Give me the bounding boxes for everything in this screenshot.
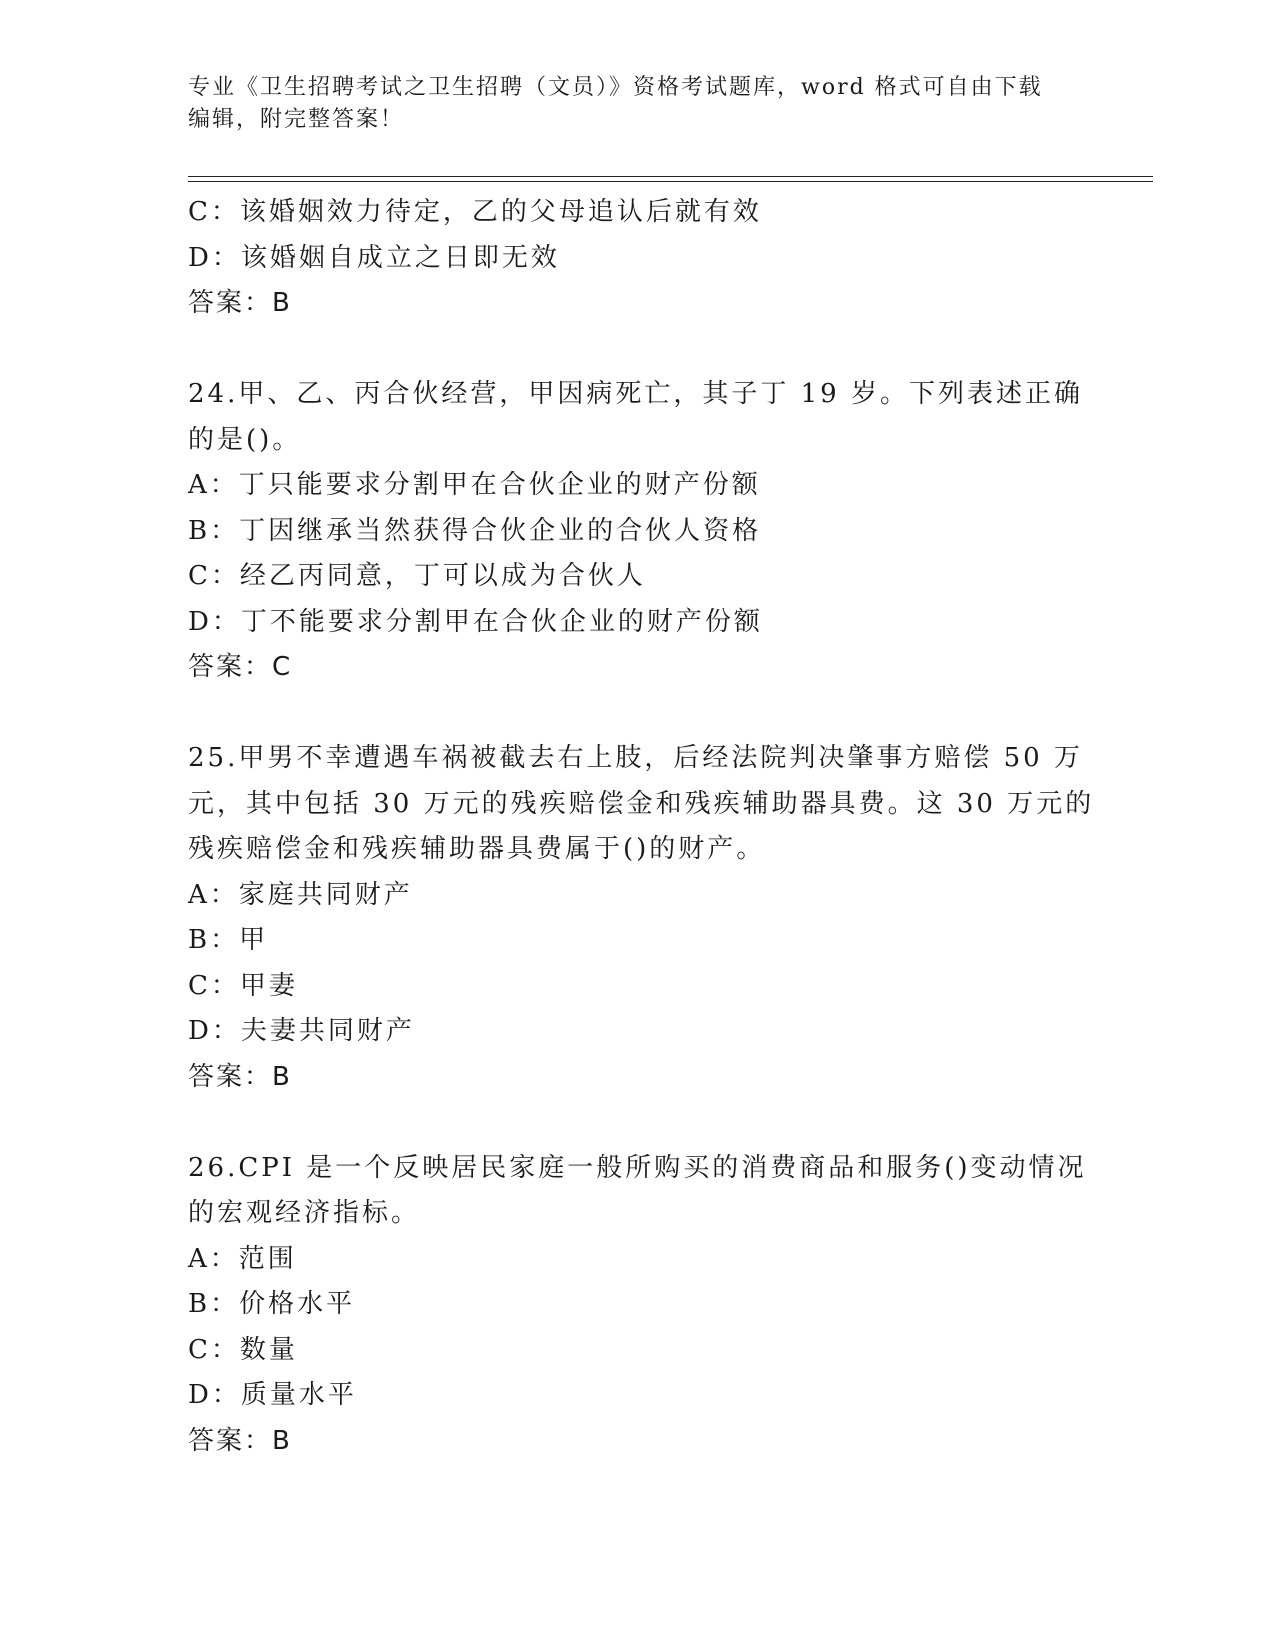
spacer [188, 327, 1068, 373]
question-23-tail [188, 190, 1068, 327]
question-text-line: 元，其中包括 30 万元的残疾赔偿金和残疾辅助器具费。这 30 万元的 [188, 788, 1095, 819]
document-header [188, 72, 1068, 136]
question-26 [188, 1146, 1087, 1465]
answer-line: 答案：B [188, 288, 292, 318]
question-text-line: 的是()。 [188, 424, 302, 455]
option-d: D：质量水平 [188, 1380, 357, 1410]
question-text-line: 的宏观经济指标。 [188, 1198, 421, 1228]
question-text-line: 25.甲男不幸遭遇车祸被截去右上肢，后经法院判决肇事方赔偿 50 万 [188, 743, 1083, 773]
option-d: D：丁不能要求分割甲在合伙企业的财产份额 [188, 606, 763, 637]
option-b: B：价格水平 [188, 1289, 356, 1319]
option-b: B：丁因继承当然获得合伙企业的合伙人资格 [188, 515, 762, 546]
option-a: A：丁只能要求分割甲在合伙企业的财产份额 [188, 470, 761, 500]
answer-line: 答案：B [188, 1061, 292, 1092]
spacer [188, 1100, 1068, 1146]
header-title-line-2: 编辑，附完整答案！ [188, 107, 405, 132]
header-title-line-1: 专业《卫生招聘考试之卫生招聘（文员）》资格考试题库，word 格式可自由下载 [188, 75, 1043, 100]
option-c: C：经乙丙同意，丁可以成为合伙人 [188, 561, 646, 591]
question-24 [188, 372, 1083, 691]
answer-line: 答案：C [188, 652, 293, 682]
header-divider-bottom [188, 181, 1153, 182]
question-text-line: 残疾赔偿金和残疾辅助器具费属于()的财产。 [188, 834, 766, 864]
option-d: D：该婚姻自成立之日即无效 [188, 242, 560, 273]
option-a: A：家庭共同财产 [188, 879, 413, 910]
option-c: C：甲妻 [188, 970, 298, 1001]
question-text-line: 26.CPI 是一个反映居民家庭一般所购买的消费商品和服务()变动情况 [188, 1152, 1087, 1183]
option-a: A：范围 [188, 1243, 297, 1274]
option-c: C：数量 [188, 1334, 298, 1365]
answer-line: 答案：B [188, 1425, 292, 1456]
option-c: C：该婚姻效力待定，乙的父母追认后就有效 [188, 197, 762, 227]
question-list [188, 190, 1095, 1464]
header-divider-top [188, 176, 1153, 177]
option-d: D：夫妻共同财产 [188, 1016, 415, 1046]
option-b: B：甲 [188, 925, 269, 955]
question-text-line: 24.甲、乙、丙合伙经营，甲因病死亡，其子丁 19 岁。下列表述正确 [188, 379, 1083, 409]
question-25 [188, 736, 1095, 1100]
spacer [188, 691, 1068, 737]
